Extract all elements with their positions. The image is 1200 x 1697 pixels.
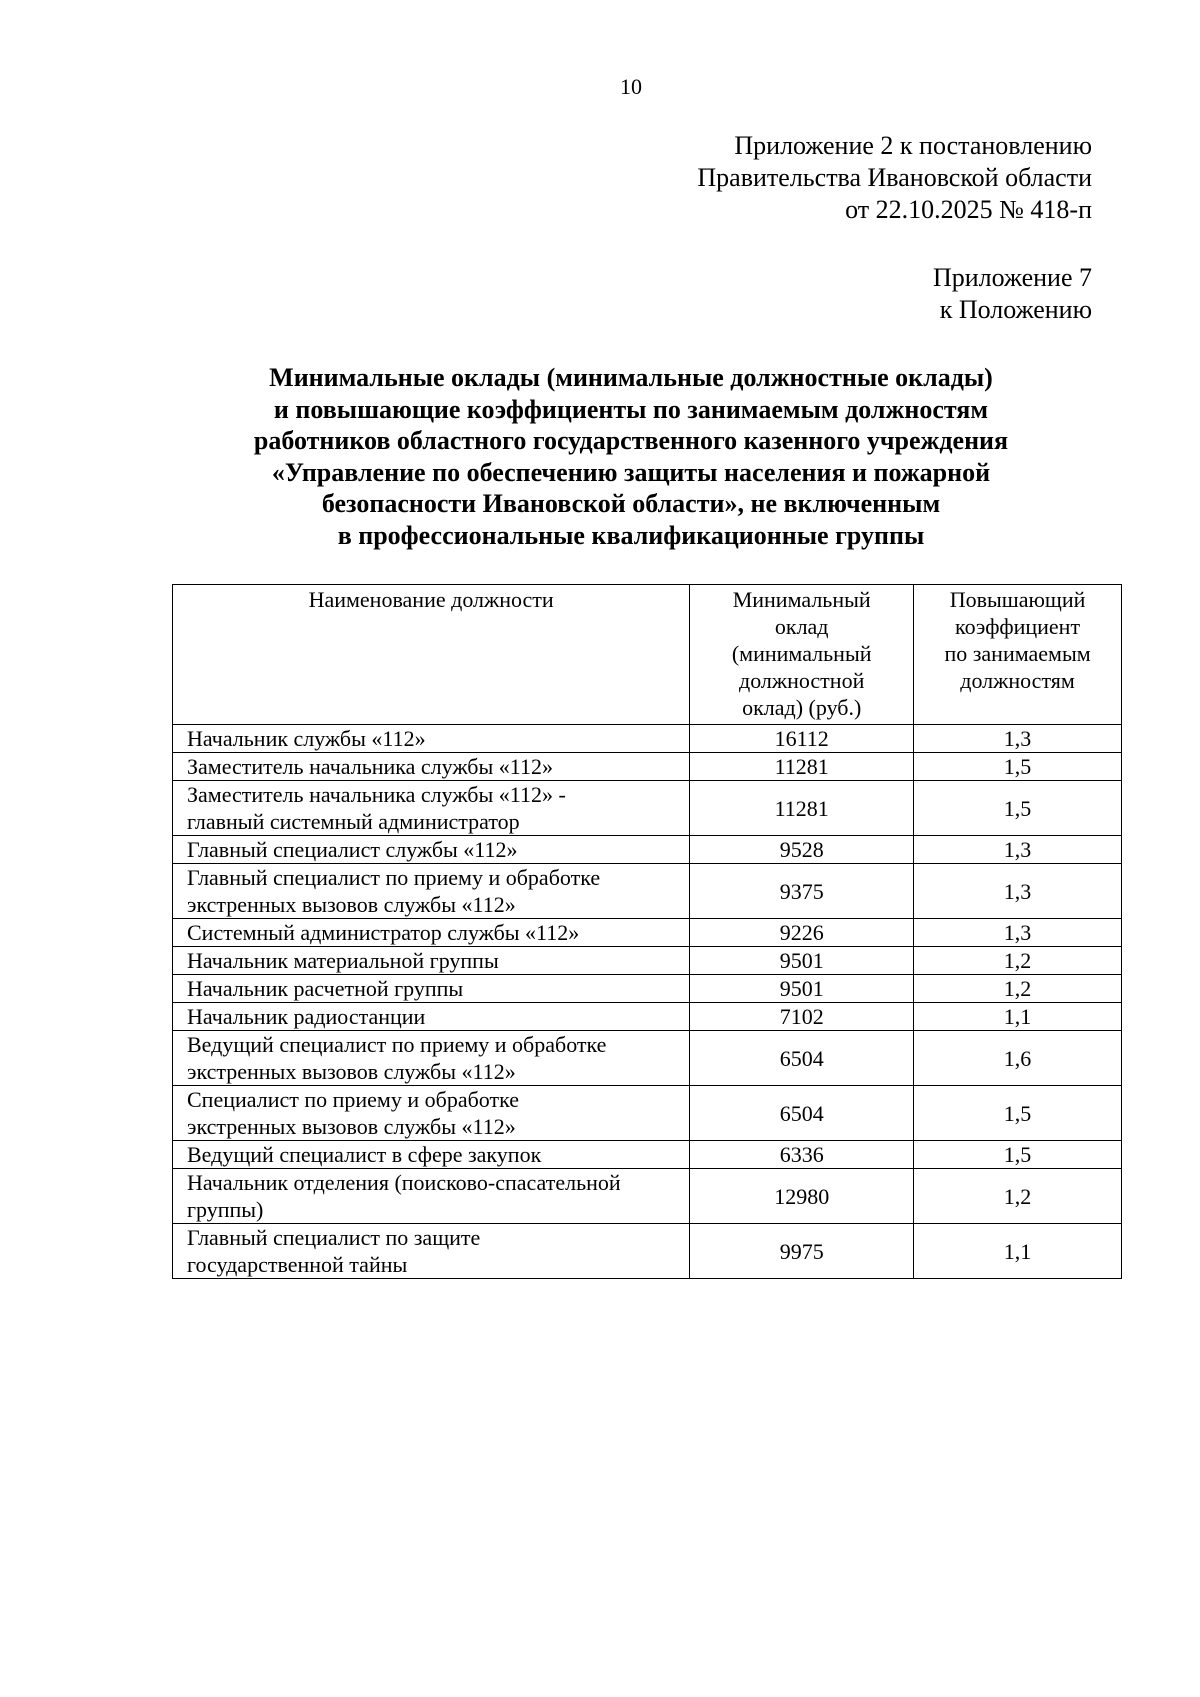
table-header <box>173 585 1122 725</box>
position-cell <box>173 1141 690 1169</box>
position-line: Начальник расчетной группы <box>187 976 464 1001</box>
position-line: экстренных вызовов службы «112» <box>187 1114 516 1139</box>
salary-cell: 11281 <box>690 753 914 781</box>
position-cell <box>173 975 690 1003</box>
position-line: экстренных вызовов службы «112» <box>187 892 516 917</box>
annex-sub-header <box>933 262 1092 326</box>
title-line: работников областного государственного казенного учреждения <box>253 426 1009 456</box>
position-line: Заместитель начальника службы «112» - <box>187 782 566 807</box>
header-coefficient-line: по занимаемым <box>944 641 1091 666</box>
table-row <box>173 1141 1122 1169</box>
position-line: группы) <box>187 1197 264 1222</box>
table-body <box>173 725 1122 1279</box>
table-row <box>173 947 1122 975</box>
salary-cell: 9226 <box>690 919 914 947</box>
coefficient-cell: 1,1 <box>914 1224 1122 1279</box>
position-line: государственной тайны <box>187 1252 408 1277</box>
header-salary-line: Минимальный <box>732 587 871 612</box>
title-line: безопасности Ивановской области», не включенным <box>321 489 941 519</box>
title-line: Минимальные оклады (минимальные должностные оклады) <box>269 363 993 392</box>
position-cell <box>173 864 690 919</box>
position-line: Ведущий специалист в сфере закупок <box>187 1142 542 1167</box>
header-salary-line: оклад) (руб.) <box>742 695 862 720</box>
position-line: Начальник службы «112» <box>187 726 426 751</box>
page-number: 10 <box>620 74 642 99</box>
coefficient-cell: 1,2 <box>914 975 1122 1003</box>
position-line: Главный специалист по приему и обработке <box>187 865 601 890</box>
salary-cell: 9975 <box>690 1224 914 1279</box>
salary-cell: 16112 <box>690 725 914 753</box>
salary-cell: 9375 <box>690 864 914 919</box>
coefficient-cell: 1,2 <box>914 947 1122 975</box>
position-cell <box>173 753 690 781</box>
salary-cell: 6504 <box>690 1086 914 1141</box>
position-cell <box>173 1031 690 1086</box>
header-coefficient-line: должностям <box>960 668 1075 693</box>
header-coefficient-line: Повышающий <box>949 587 1086 612</box>
position-cell <box>173 919 690 947</box>
annex-sub-line: Приложение 7 <box>932 263 1092 292</box>
position-cell <box>173 1003 690 1031</box>
table-row <box>173 975 1122 1003</box>
header-salary-line: должностной <box>739 668 865 693</box>
salary-cell: 9528 <box>690 836 914 864</box>
position-line: Главный специалист по защите <box>187 1225 481 1250</box>
position-line: Системный администратор службы «112» <box>187 920 580 945</box>
table-row <box>173 1086 1122 1141</box>
coefficient-cell: 1,1 <box>914 1003 1122 1031</box>
coefficient-cell: 1,5 <box>914 753 1122 781</box>
annex-header <box>697 130 1092 226</box>
position-line: Начальник отделения (поисково-спасательной <box>187 1170 621 1195</box>
position-cell <box>173 725 690 753</box>
position-cell <box>173 1169 690 1224</box>
coefficient-cell: 1,5 <box>914 1086 1122 1141</box>
annex-header-line: Приложение 2 к постановлению <box>734 131 1092 160</box>
header-position-line: Наименование должности <box>308 587 554 612</box>
coefficient-cell: 1,3 <box>914 725 1122 753</box>
position-line: Главный специалист службы «112» <box>187 837 518 862</box>
title-line: и повышающие коэффициенты по занимаемым должностям <box>273 394 989 424</box>
position-cell <box>173 1224 690 1279</box>
annex-header-line: Правительства Ивановской области <box>697 163 1092 192</box>
position-line: Заместитель начальника службы «112» <box>187 754 553 779</box>
position-cell <box>173 836 690 864</box>
position-line: Начальник радиостанции <box>187 1004 426 1029</box>
salary-cell: 7102 <box>690 1003 914 1031</box>
title-line: в профессиональные квалификационные группы <box>337 520 925 550</box>
salary-cell: 9501 <box>690 975 914 1003</box>
annex-sub-line: к Положению <box>939 295 1092 324</box>
table-row <box>173 1224 1122 1279</box>
header-coefficient-line: коэффициент <box>955 614 1081 639</box>
header-salary-line: оклад <box>774 614 829 639</box>
table-row <box>173 781 1122 836</box>
table-row <box>173 753 1122 781</box>
table-header-row <box>173 585 1122 725</box>
salary-cell: 9501 <box>690 947 914 975</box>
table-row <box>173 1003 1122 1031</box>
position-line: Специалист по приему и обработке <box>187 1087 520 1112</box>
salary-cell: 6336 <box>690 1141 914 1169</box>
header-salary <box>690 585 914 725</box>
coefficient-cell: 1,5 <box>914 781 1122 836</box>
position-cell <box>173 1086 690 1141</box>
table-row <box>173 919 1122 947</box>
header-position <box>173 585 690 725</box>
position-cell <box>173 781 690 836</box>
document-title <box>150 362 1112 552</box>
title-line: «Управление по обеспечению защиты населения и пожарной <box>271 457 991 487</box>
salary-cell: 6504 <box>690 1031 914 1086</box>
position-cell <box>173 947 690 975</box>
annex-header-line: от 22.10.2025 № 418-п <box>845 195 1092 224</box>
salary-cell: 11281 <box>690 781 914 836</box>
coefficient-cell: 1,3 <box>914 864 1122 919</box>
coefficient-cell: 1,2 <box>914 1169 1122 1224</box>
header-salary-line: (минимальный <box>731 641 872 666</box>
salary-cell: 12980 <box>690 1169 914 1224</box>
position-line: Ведущий специалист по приему и обработке <box>187 1032 607 1057</box>
position-line: Начальник материальной группы <box>187 948 499 973</box>
table-row <box>173 1169 1122 1224</box>
salary-table <box>172 584 1122 1279</box>
table-row <box>173 725 1122 753</box>
table-row <box>173 1031 1122 1086</box>
header-coefficient <box>914 585 1122 725</box>
coefficient-cell: 1,5 <box>914 1141 1122 1169</box>
coefficient-cell: 1,3 <box>914 919 1122 947</box>
coefficient-cell: 1,3 <box>914 836 1122 864</box>
coefficient-cell: 1,6 <box>914 1031 1122 1086</box>
table-row <box>173 836 1122 864</box>
position-line: главный системный администратор <box>187 809 520 834</box>
position-line: экстренных вызовов службы «112» <box>187 1059 516 1084</box>
table-row <box>173 864 1122 919</box>
